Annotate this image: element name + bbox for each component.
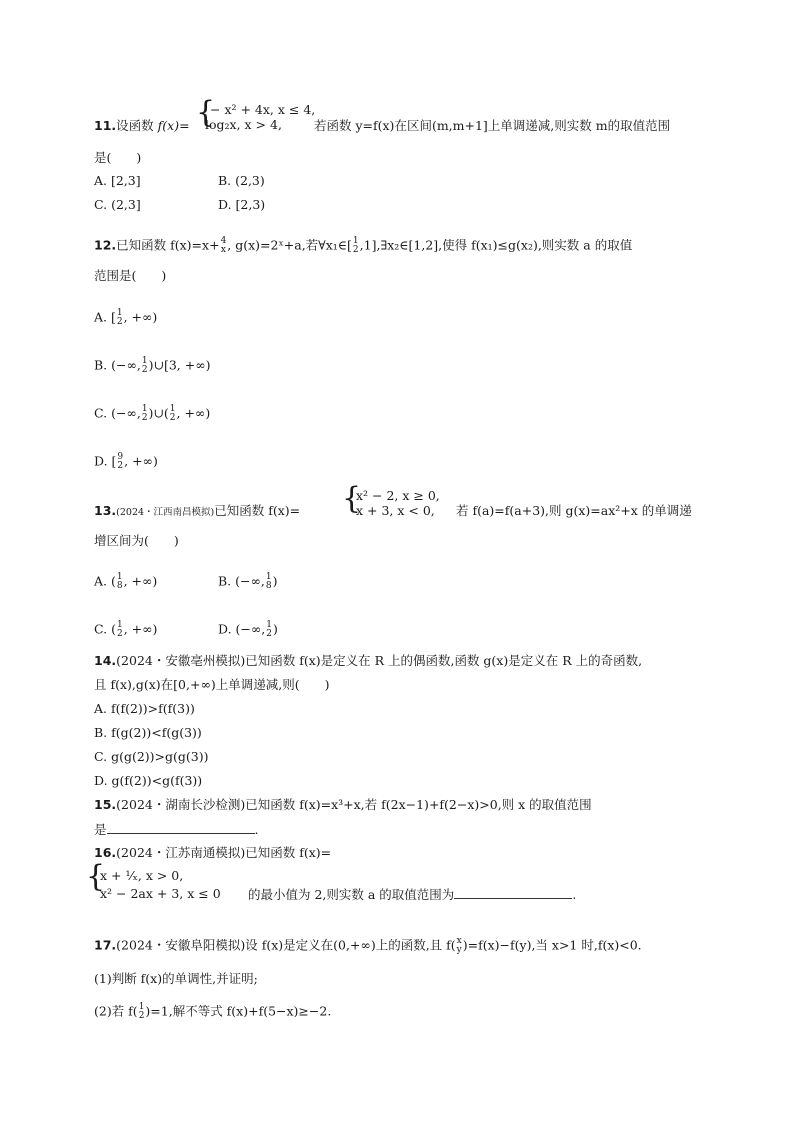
- question-text: (2024・湖南长沙检测)已知函数 f(x)=x³+x,若 f(2x−1)+f(2−x)>0,则 x 的取值范围: [116, 797, 592, 812]
- option-b: B. (−∞, 1 2 )∪[3, +∞): [94, 356, 211, 375]
- question-text: (2024・安徽亳州模拟)已知函数 f(x)是定义在 R 上的偶函数,函数 g(x)是定义在 R 上的奇函数,: [116, 653, 643, 668]
- piecewise-brace: {: [86, 859, 106, 894]
- question-text: (2024・江苏南通模拟)已知函数 f(x)=: [116, 845, 332, 860]
- option-d: D. [ 9 2 , +∞): [94, 452, 158, 471]
- option-c: C. ( 1 2 , +∞): [94, 620, 158, 639]
- question-number: 14.: [94, 653, 117, 668]
- answer-blank[interactable]: [454, 886, 572, 899]
- question-text: 的最小值为 2,则实数 a 的取值范围为: [248, 887, 455, 902]
- question-text: 且 f(x),g(x)在[0,+∞)上单调递减,则( ): [94, 677, 330, 692]
- piecewise-case-2: x + 3, x < 0,: [356, 503, 435, 518]
- option-b: B. (2,3): [218, 173, 265, 188]
- question-text: 若 f(a)=f(a+3),则 g(x)=ax²+x 的单调递: [456, 503, 692, 518]
- option-c: C. (−∞, 1 2 )∪( 1 2 , +∞): [94, 404, 211, 423]
- question-number: 13.: [94, 503, 117, 518]
- question-number: 17.: [94, 937, 117, 953]
- question-number: 11.: [94, 118, 117, 133]
- question-text: 已知函数 f(x)=x+: [116, 237, 220, 253]
- option-d: D. g(f(2))<g(f(3)): [94, 773, 203, 788]
- piecewise-case-2: log₂x, x > 4,: [205, 117, 282, 132]
- function-name: f(x)=: [157, 118, 190, 133]
- question-number: 12.: [94, 237, 117, 253]
- piecewise-case-1: − x² + 4x, x ≤ 4,: [210, 102, 316, 117]
- option-b: B. f(g(2))<f(g(3)): [94, 725, 202, 740]
- question-text: 是( ): [94, 150, 142, 165]
- fraction: 4 x: [220, 236, 227, 255]
- piecewise-case-1: x² − 2, x ≥ 0,: [356, 488, 440, 503]
- option-a: A. ( 1 8 , +∞): [94, 572, 158, 591]
- question-text: 若函数 y=f(x)在区间(m,m+1]上单调递减,则实数 m的取值范围: [314, 118, 671, 133]
- question-text: )=f(x)−f(y),当 x>1 时,f(x)<0.: [462, 937, 642, 953]
- question-text: 已知函数 f(x)=: [214, 503, 301, 518]
- fraction: x y: [456, 936, 462, 955]
- piecewise-case-2: x² − 2ax + 3, x ≤ 0: [100, 886, 221, 901]
- answer-blank[interactable]: [107, 821, 255, 834]
- question-text: (2024・安徽阜阳模拟)设 f(x)是定义在(0,+∞)上的函数,且 f(: [116, 937, 456, 953]
- option-a: A. [ 1 2 , +∞): [94, 308, 158, 327]
- question-text: 是: [94, 822, 107, 837]
- option-a: A. f(f(2))>f(f(3)): [94, 701, 195, 716]
- question-text: ,1],∃x₂∈[1,2],使得 f(x₁)≤g(x₂),则实数 a 的取值: [359, 237, 633, 253]
- option-a: A. [2,3]: [94, 173, 141, 188]
- fraction: 1 2: [352, 236, 359, 255]
- option-d: D. (−∞, 1 2 ): [218, 620, 278, 639]
- sub-question-1: (1)判断 f(x)的单调性,并证明;: [94, 971, 258, 986]
- option-b: B. (−∞, 1 8 ): [218, 572, 278, 591]
- piecewise-brace: {: [342, 481, 362, 516]
- piecewise-case-1: x + ¹⁄ₓ, x > 0,: [100, 868, 184, 883]
- question-source: (2024・江西南昌模拟): [116, 507, 215, 518]
- option-d: D. [2,3): [218, 197, 266, 212]
- sub-question-2: (2)若 f( 1 2 )=1,解不等式 f(x)+f(5−x)≥−2.: [94, 1002, 332, 1021]
- option-c: C. g(g(2))>g(g(3)): [94, 749, 209, 764]
- question-text: 增区间为( ): [94, 533, 179, 548]
- option-c: C. (2,3]: [94, 197, 141, 212]
- question-text: 范围是( ): [94, 268, 167, 283]
- question-number: 15.: [94, 797, 117, 812]
- question-text: , g(x)=2ˣ+a,若∀x₁∈[: [227, 237, 352, 253]
- question-number: 16.: [94, 845, 117, 860]
- question-text: 设函数: [116, 118, 154, 133]
- piecewise-brace: {: [196, 95, 216, 130]
